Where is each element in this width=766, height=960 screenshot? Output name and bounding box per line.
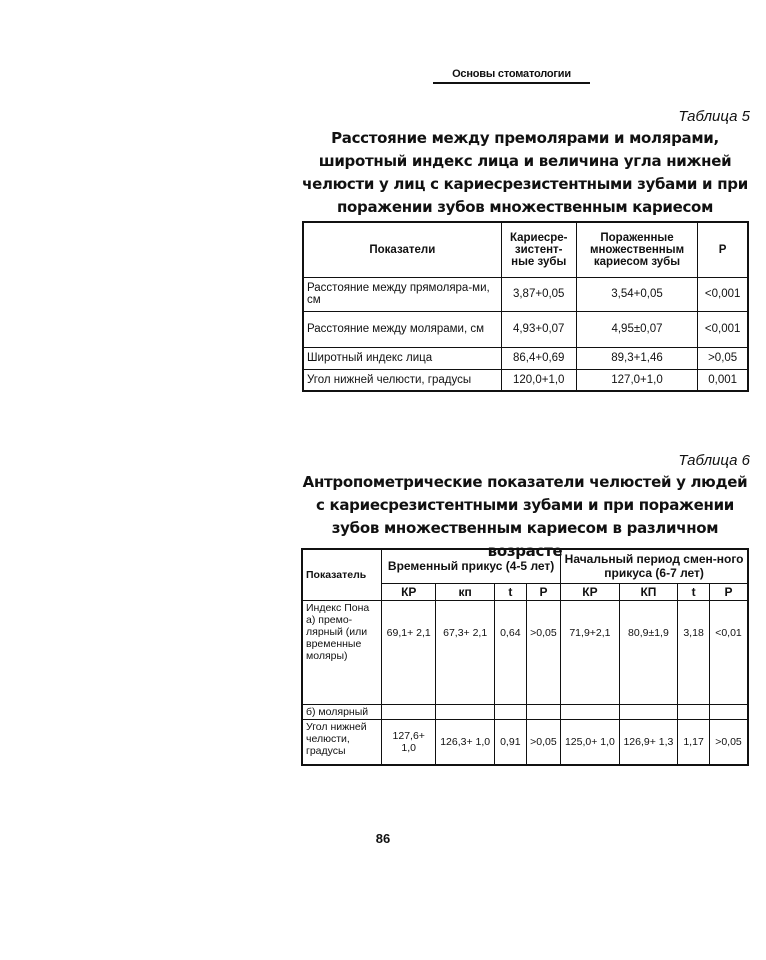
- table5-cell: 3,87+0,05: [501, 277, 576, 311]
- table6-cell: 69,1+ 2,1: [382, 600, 436, 704]
- table5-header-cell: Пораженные множественным кариесом зубы: [576, 222, 698, 277]
- table6-subheader: P: [709, 583, 748, 600]
- table-row: [302, 704, 748, 719]
- table6-cell: 67,3+ 2,1: [436, 600, 494, 704]
- table6-cell: 126,3+ 1,0: [436, 719, 494, 765]
- table5-header-cell: Кариесре-зистент-ные зубы: [501, 222, 576, 277]
- table6-title: Антропометрические показатели челюстей у людей с кариесрезистентными зубами и при поражении зубов множественным кариесом в различном возрасте: [302, 473, 748, 560]
- table-row: [303, 369, 748, 391]
- table6-subheader: t: [678, 583, 710, 600]
- table6-cell: [526, 704, 560, 719]
- table6-cell: [678, 704, 710, 719]
- table6-cell: [709, 704, 748, 719]
- table6-cell: б) молярный: [302, 704, 382, 719]
- table5-cell: 4,95±0,07: [576, 311, 698, 347]
- table6-cell: [619, 704, 677, 719]
- table-row: [302, 719, 748, 765]
- table6-subheader: t: [494, 583, 526, 600]
- table6-cell: 125,0+ 1,0: [561, 719, 619, 765]
- table6-cell: 71,9+2,1: [561, 600, 619, 704]
- table5-cell: 86,4+0,69: [501, 347, 576, 369]
- table6-cell: 1,17: [678, 719, 710, 765]
- table5-cell: 127,0+1,0: [576, 369, 698, 391]
- table6-subheader: КР: [561, 583, 619, 600]
- table5-cell: <0,001: [698, 311, 748, 347]
- table5-cell: Расстояние между молярами, см: [303, 311, 501, 347]
- table6-header-cell: Показатель: [302, 549, 382, 600]
- table6-subheader: КП: [619, 583, 677, 600]
- table-row: [303, 277, 748, 311]
- table6-cell: >0,05: [526, 600, 560, 704]
- table5-cell: 0,001: [698, 369, 748, 391]
- table5-title: Расстояние между премолярами и молярами, широтный индекс лица и величина угла нижней челюсти у лиц с кариесрезистентными зубами и при поражении зубов множественным кариесом: [302, 129, 748, 216]
- page-number: 86: [375, 831, 391, 846]
- table5: [302, 221, 749, 392]
- table6-cell: [436, 704, 494, 719]
- table6-cell: 3,18: [678, 600, 710, 704]
- table6-cell: Индекс Пона а) премо-лярный (или временные моляры): [302, 600, 382, 704]
- table6-cell: >0,05: [526, 719, 560, 765]
- table5-cell: Угол нижней челюсти, градусы: [303, 369, 501, 391]
- table6-group-header: Временный прикус (4-5 лет): [382, 549, 561, 583]
- running-header: Основы стоматологии: [433, 68, 590, 84]
- table6-subheader: кп: [436, 583, 494, 600]
- table6-cell: <0,01: [709, 600, 748, 704]
- table6: [301, 548, 749, 766]
- table6-cell: 80,9±1,9: [619, 600, 677, 704]
- table6-cell: Угол нижней челюсти, градусы: [302, 719, 382, 765]
- table6-cell: >0,05: [709, 719, 748, 765]
- table6-subheader: P: [526, 583, 560, 600]
- table5-cell: 4,93+0,07: [501, 311, 576, 347]
- table6-cell: 127,6+ 1,0: [382, 719, 436, 765]
- table5-cell: <0,001: [698, 277, 748, 311]
- table5-cell: 89,3+1,46: [576, 347, 698, 369]
- table-row: [303, 311, 748, 347]
- table6-cell: [561, 704, 619, 719]
- table5-cell: 120,0+1,0: [501, 369, 576, 391]
- table6-cell: [494, 704, 526, 719]
- table5-label: Таблица 5: [678, 108, 750, 125]
- table5-header-cell: Показатели: [303, 222, 501, 277]
- table6-group-header: Начальный период смен-ного прикуса (6-7 лет): [561, 549, 748, 583]
- table-row: [303, 347, 748, 369]
- table6-cell: 126,9+ 1,3: [619, 719, 677, 765]
- table6-cell: [382, 704, 436, 719]
- table6-cell: 0,91: [494, 719, 526, 765]
- table5-cell: >0,05: [698, 347, 748, 369]
- table-row: [302, 600, 748, 704]
- table6-subheader: КР: [382, 583, 436, 600]
- table6-label: Таблица 6: [678, 452, 750, 469]
- table5-header-cell: P: [698, 222, 748, 277]
- table5-cell: 3,54+0,05: [576, 277, 698, 311]
- table5-cell: Широтный индекс лица: [303, 347, 501, 369]
- table6-cell: 0,64: [494, 600, 526, 704]
- table5-cell: Расстояние между прямоляра-ми, см: [303, 277, 501, 311]
